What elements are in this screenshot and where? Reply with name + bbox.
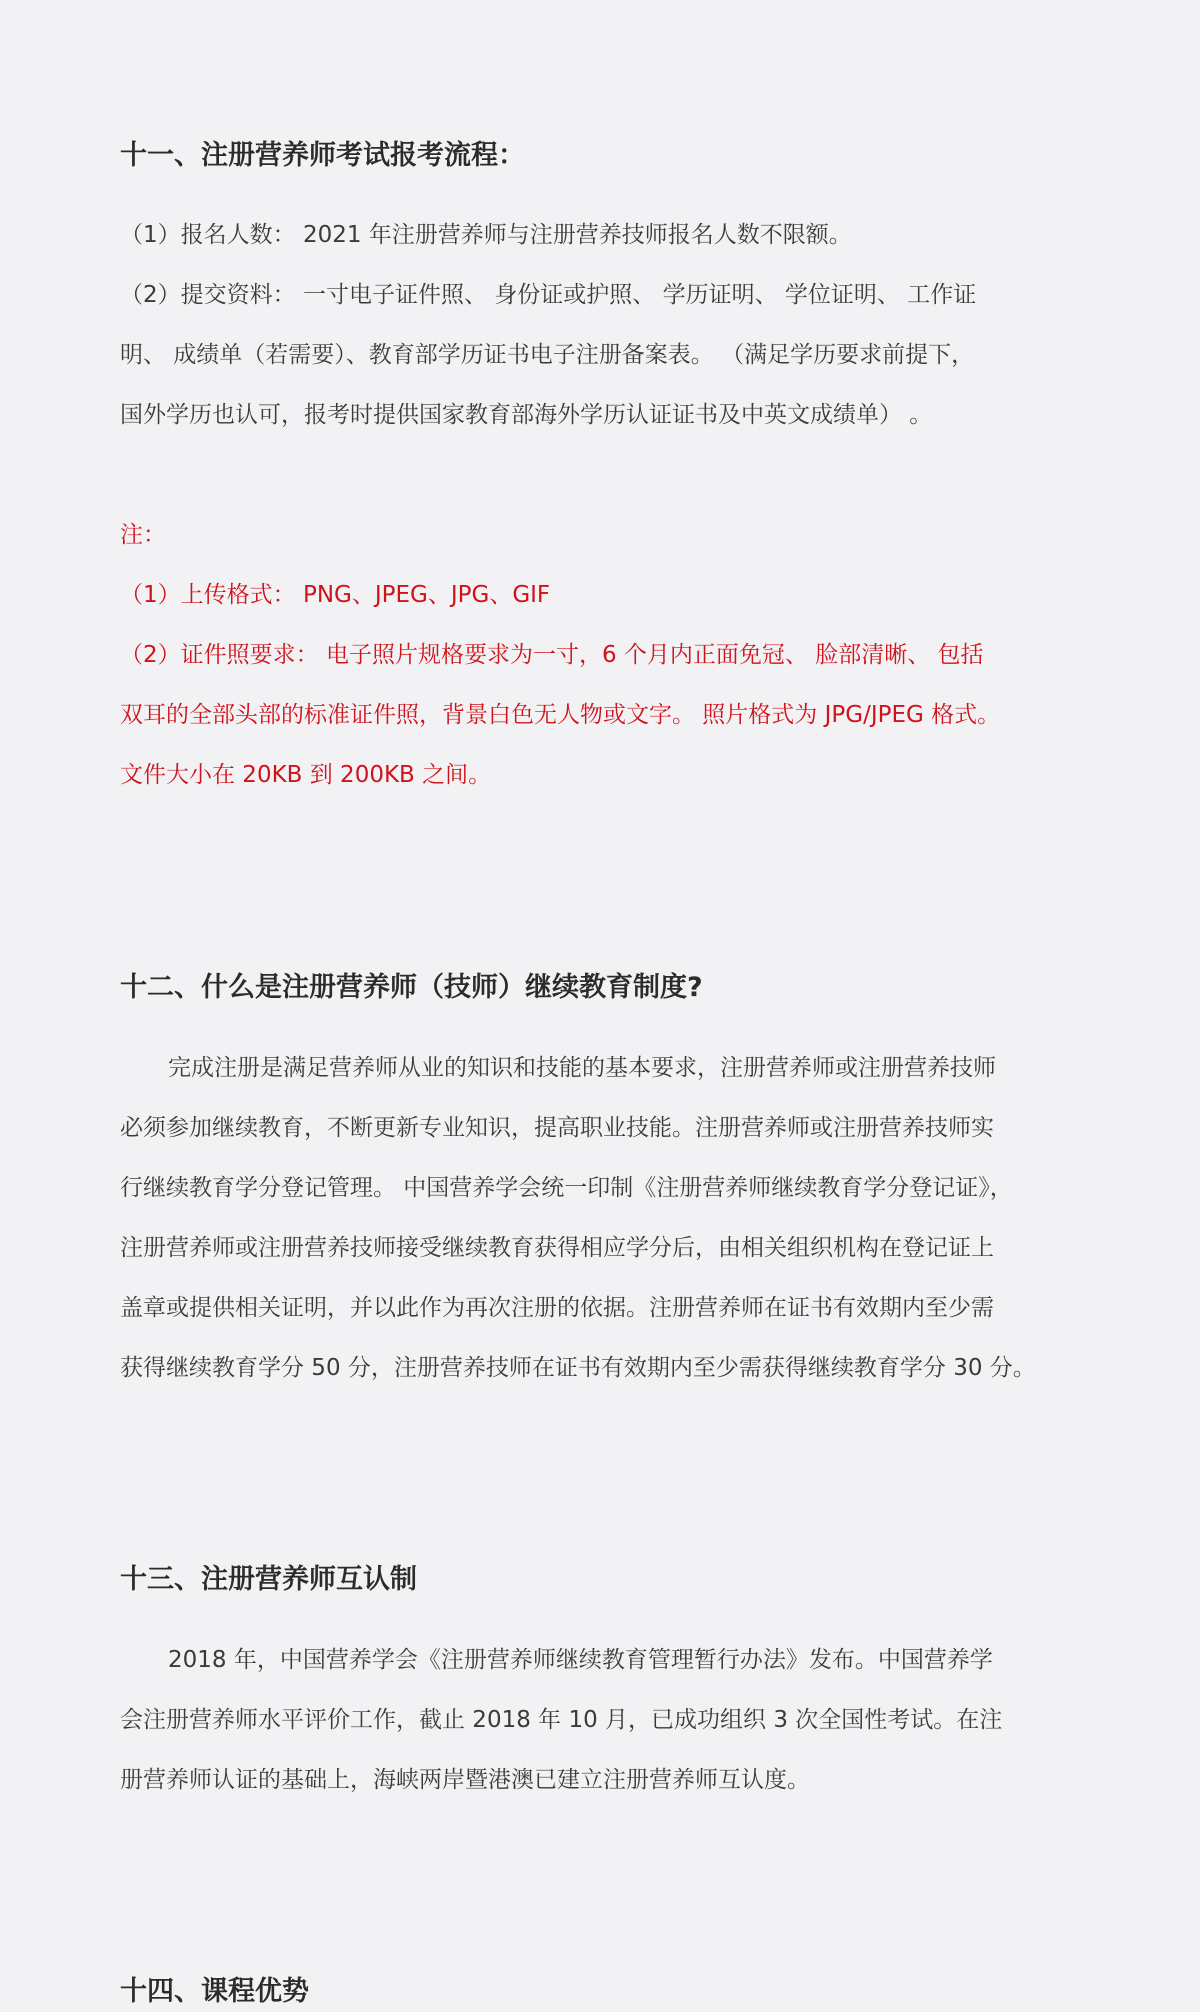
section-13-line-1: 2018 年，中国营养学会《注册营养师继续教育管理暂行办法》发布。中国营养学 [168,1647,993,1673]
section-12-line-4: 注册营养师或注册营养技师接受继续教育获得相应学分后，由相关组织机构在登记证上 [120,1235,994,1261]
section-14-title: 十四、课程优势 [120,1976,309,2007]
section-13-line-2: 会注册营养师水平评价工作，截止 2018 年 10 月，已成功组织 3 次全国性考试。在注 [120,1707,1003,1733]
section-13-title: 十三、注册营养师互认制 [120,1564,417,1595]
section-12-line-2: 必须参加继续教育，不断更新专业知识，提高职业技能。注册营养师或注册营养技师实 [120,1115,994,1141]
note-label: 注： [120,522,166,548]
section-12-line-6: 获得继续教育学分 50 分，注册营养技师在证书有效期内至少需获得继续教育学分 30 分。 [120,1355,1036,1381]
section-13-line-3: 册营养师认证的基础上，海峡两岸暨港澳已建立注册营养师互认度。 [120,1767,810,1793]
section-11-line-1: （1）报名人数： 2021 年注册营养师与注册营养技师报名人数不限额。 [120,222,852,248]
section-12-body [120,1038,1130,1398]
note-line-1: （1）上传格式： PNG、JPEG、JPG、GIF [120,582,551,608]
note-line-4: 文件大小在 20KB 到 200KB 之间。 [120,762,492,788]
note-line-2: （2）证件照要求： 电子照片规格要求为一寸，6 个月内正面免冠、 脸部清晰、 包括 [120,642,984,668]
section-11-line-4: 国外学历也认可，报考时提供国家教育部海外学历认证证书及中英文成绩单） 。 [120,402,933,428]
section-11-line-2: （2）提交资料： 一寸电子证件照、 身份证或护照、 学历证明、 学位证明、 工作证 [120,282,977,308]
section-12-line-5: 盖章或提供相关证明，并以此作为再次注册的依据。注册营养师在证书有效期内至少需 [120,1295,994,1321]
note-line-3: 双耳的全部头部的标准证件照，背景白色无人物或文字。 照片格式为 JPG/JPEG 格式。 [120,702,1001,728]
section-12-line-1: 完成注册是满足营养师从业的知识和技能的基本要求，注册营养师或注册营养技师 [168,1055,996,1081]
section-11-title: 十一、注册营养师考试报考流程： [120,140,525,171]
section-11-note [120,505,1130,805]
section-13-body [120,1630,1130,1810]
section-11-body [120,205,1130,445]
section-11-line-3: 明、 成绩单（若需要）、教育部学历证书电子注册备案表。 （满足学历要求前提下， [120,342,975,368]
section-12-line-3: 行继续教育学分登记管理。 中国营养学会统一印制《注册营养师继续教育学分登记证》， [120,1175,1013,1201]
section-12-title: 十二、什么是注册营养师（技师）继续教育制度? [120,972,703,1003]
